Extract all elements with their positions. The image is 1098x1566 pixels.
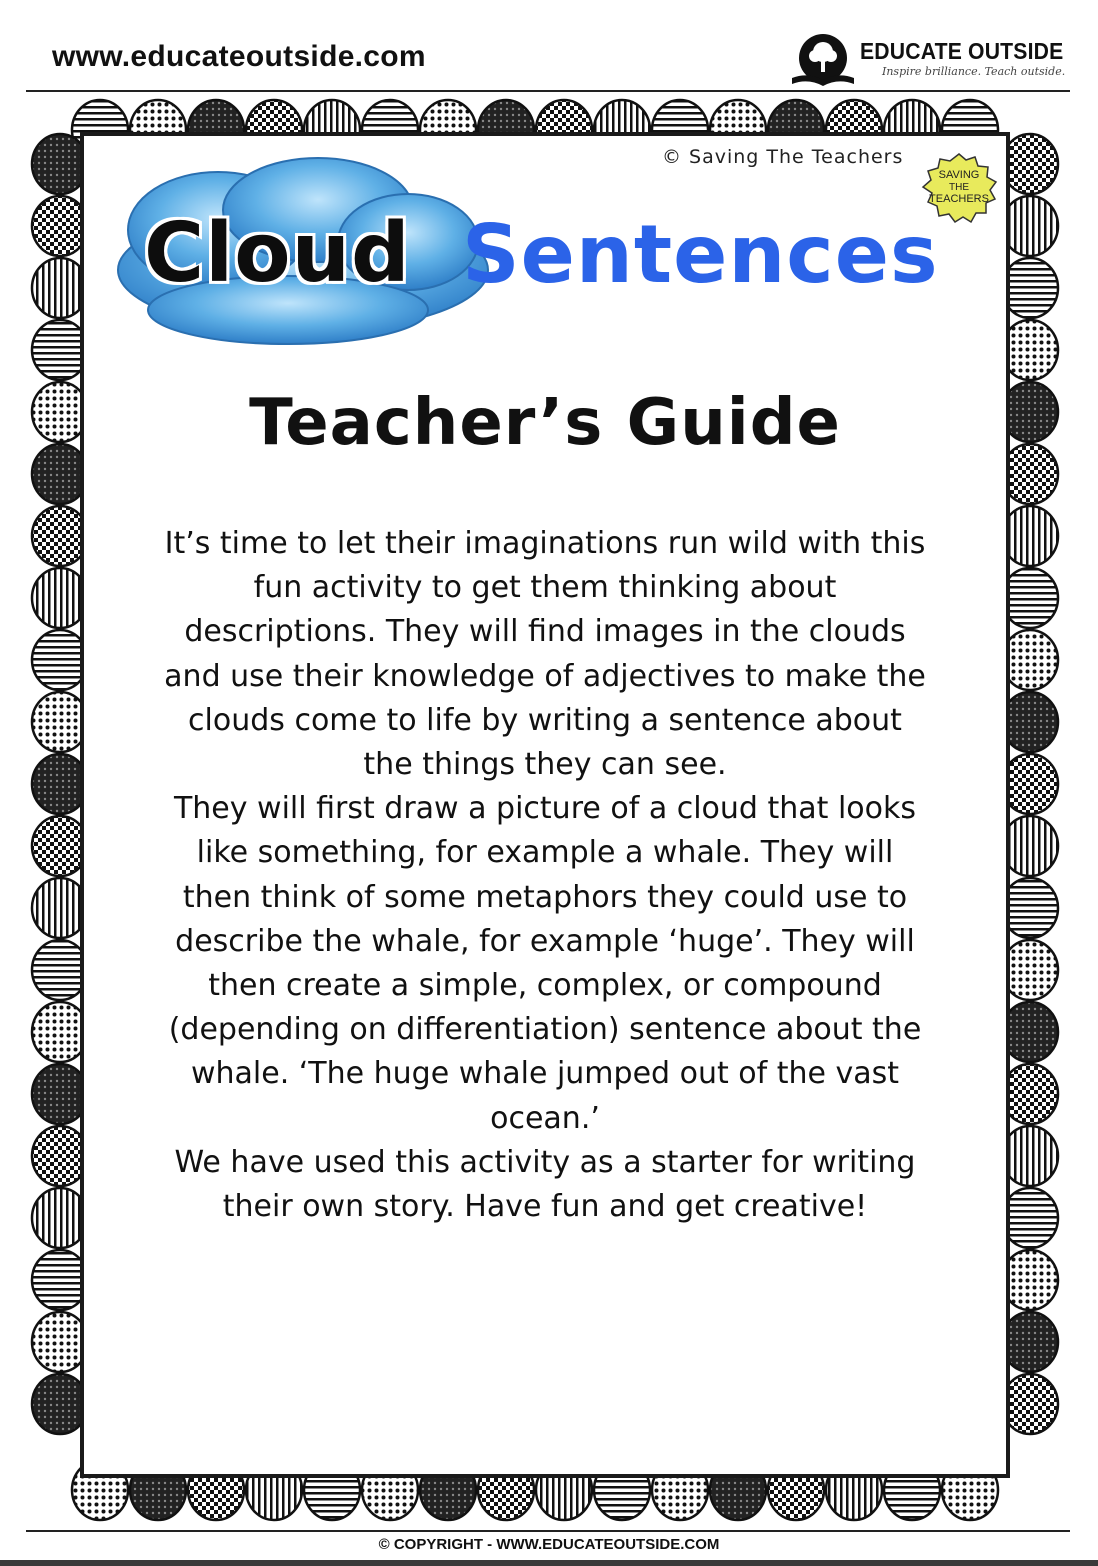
footer-divider bbox=[26, 1530, 1070, 1532]
bottom-strip bbox=[0, 1560, 1098, 1566]
guide-paragraph-3: We have used this activity as a starter for writing their own story. Have fun and get creative! bbox=[174, 1144, 916, 1225]
badge-line-3: TEACHERS bbox=[929, 193, 989, 205]
header-divider bbox=[26, 90, 1070, 92]
site-url[interactable]: www.educateoutside.com bbox=[52, 40, 426, 73]
brand-name: EDUCATE OUTSIDE bbox=[860, 38, 1064, 64]
brand-logo[interactable] bbox=[788, 34, 1066, 90]
copyright-note: © Saving The Teachers bbox=[662, 146, 904, 168]
brand-tagline: Inspire brilliance. Teach outside. bbox=[882, 65, 1066, 78]
title-word-cloud: Cloud bbox=[144, 206, 411, 301]
badge-line-2: THE bbox=[949, 182, 969, 193]
title-word-sentences: Sentences bbox=[462, 208, 939, 301]
guide-body bbox=[160, 522, 930, 1229]
footer-copyright: © COPYRIGHT - WWW.EDUCATEOUTSIDE.COM bbox=[378, 1536, 720, 1553]
page-title: Teacher’s Guide bbox=[249, 386, 841, 460]
guide-paragraph-2: They will first draw a picture of a cloud that looks like something, for example a whale. They will then think of some metaphors they could use to describe the whale, for example ‘huge’. They will then create a simple, complex, or compound (depending on differentiation) sentence about the whale. ‘The huge whale jumped out of the vast ocean.’ bbox=[168, 791, 922, 1136]
tree-book-icon bbox=[788, 34, 858, 90]
guide-paragraph-1: It’s time to let their imaginations run wild with this fun activity to get them thinking about descriptions. They will find images in the clouds and use their knowledge of adjectives to make the clouds come to life by writing a sentence about the things they can see. bbox=[164, 526, 926, 783]
badge-line-1: SAVING bbox=[938, 169, 980, 181]
